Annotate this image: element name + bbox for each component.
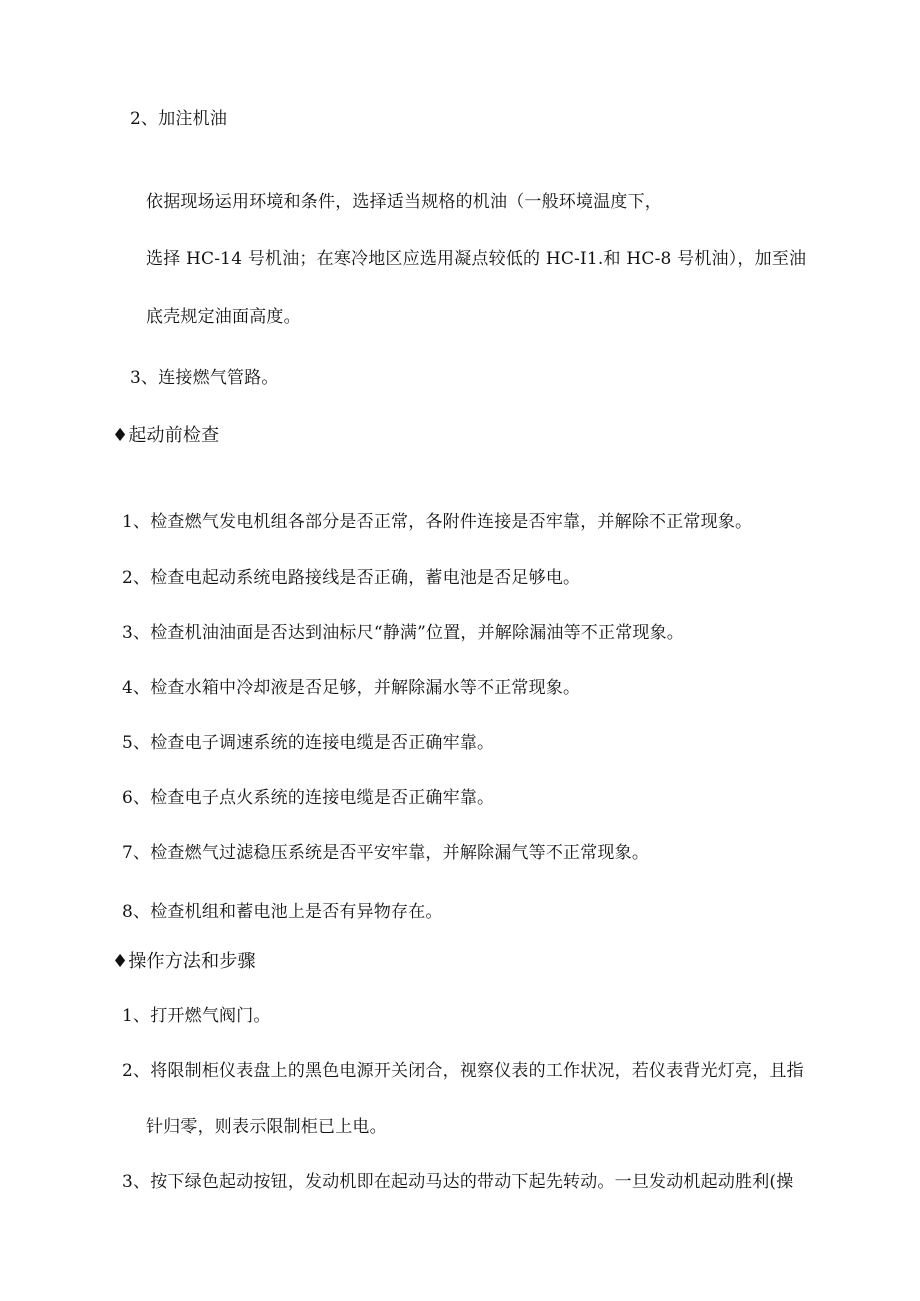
oil-paragraph-line-2: 选择 HC-14 号机油；在寒冷地区应选用凝点较低的 HC-I1.和 HC-8 号机油），加至油 [146, 249, 807, 269]
precheck-item: 8、检查机组和蓄电池上是否有异物存在。 [122, 902, 443, 922]
item-add-oil-title: 2、加注机油 [130, 109, 228, 129]
precheck-item: 5、检查电子调速系统的连接电缆是否正确牢靠。 [122, 733, 495, 753]
precheck-item: 7、检查燃气过滤稳压系统是否平安牢靠，并解除漏气等不正常现象。 [122, 843, 650, 863]
item-connect-gas-pipe: 3、连接燃气管路。 [130, 368, 279, 388]
precheck-item: 1、检查燃气发电机组各部分是否正常，各附件连接是否牢靠，并解除不正常现象。 [122, 512, 753, 532]
operation-step-1: 1、打开燃气阀门。 [122, 1006, 271, 1026]
operation-step-2-line-2: 针归零，则表示限制柜已上电。 [146, 1117, 387, 1137]
precheck-item: 2、检查电起动系统电路接线是否正确，蓄电池是否足够电。 [122, 568, 581, 588]
oil-paragraph-line-3: 底壳规定油面高度。 [146, 307, 301, 327]
operation-step-3-line-1: 3、按下绿色起动按钮，发动机即在起动马达的带动下起先转动。一旦发动机起动胜利(操 [122, 1172, 794, 1192]
operation-heading: ♦操作方法和步骤 [112, 951, 256, 972]
precheck-item: 6、检查电子点火系统的连接电缆是否正确牢靠。 [122, 788, 495, 808]
oil-paragraph-line-1: 依据现场运用环境和条件，选择适当规格的机油（一般环境温度下， [146, 192, 662, 212]
operation-step-2-line-1: 2、将限制柜仪表盘上的黑色电源开关闭合，视察仪表的工作状况，若仪表背光灯亮，且指 [122, 1061, 804, 1081]
precheck-item: 3、检查机油油面是否达到油标尺“静满”位置，并解除漏油等不正常现象。 [122, 623, 684, 643]
precheck-item: 4、检查水箱中冷却液是否足够，并解除漏水等不正常现象。 [122, 678, 581, 698]
precheck-heading: ♦起动前检查 [112, 425, 220, 446]
